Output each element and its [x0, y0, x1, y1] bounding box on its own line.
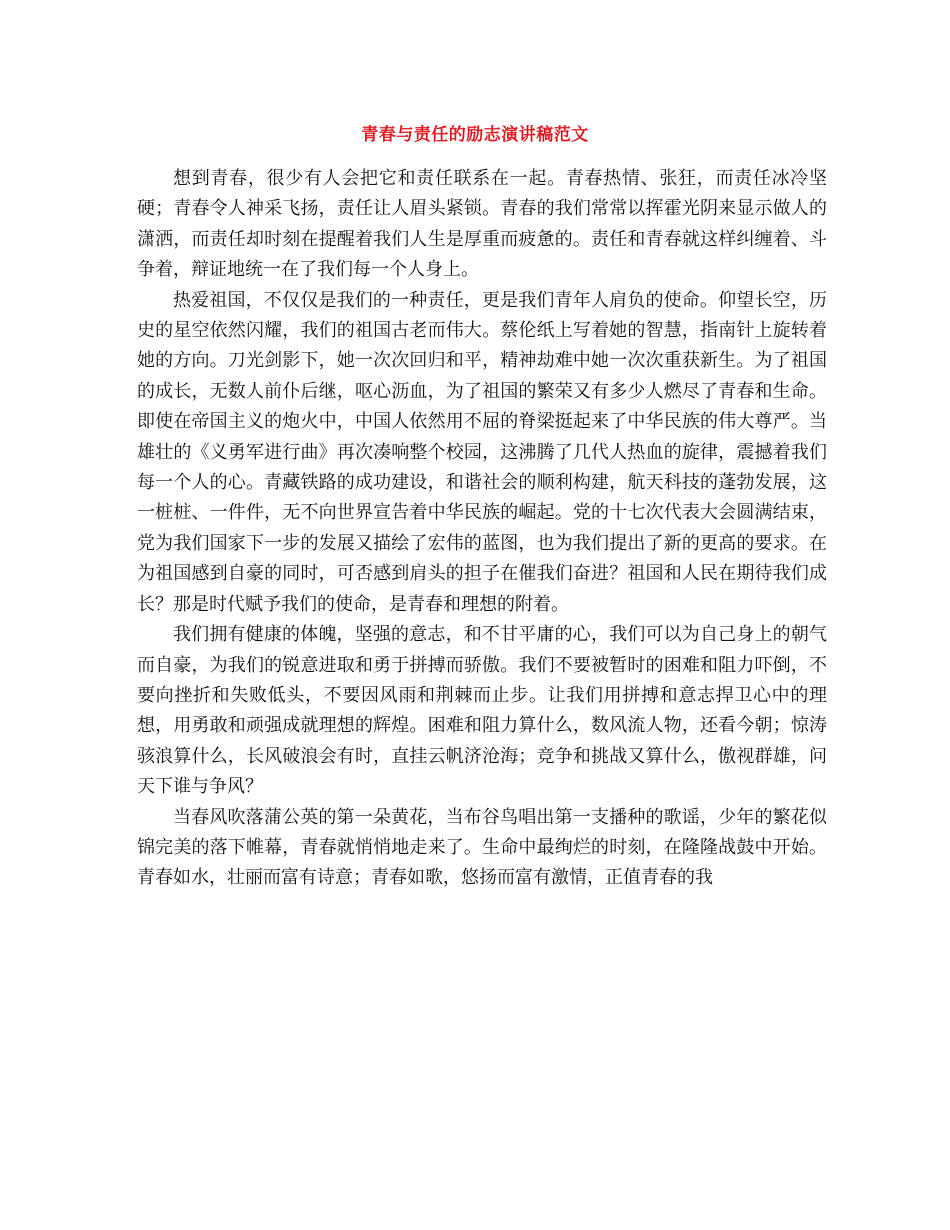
document-title: 青春与责任的励志演讲稿范文 [361, 125, 589, 145]
paragraph-2: 热爱祖国，不仅仅是我们的一种责任，更是我们青年人肩负的使命。仰望长空，历史的星空依然闪耀，我们的祖国古老而伟大。蔡伦纸上写着她的智慧，指南针上旋转着她的方向。刀光剑影下，她一次次回归和平，精神劫难中她一次次重获新生。为了祖国的成长，无数人前仆后继，呕心沥血，为了祖国的繁荣又有多少人燃尽了青春和生命。即使在帝国主义的炮火中，中国人依然用不屈的脊梁挺起来了中华民族的伟大尊严。当雄壮的《义勇军进行曲》再次凑响整个校园，这沸腾了几代人热血的旋律，震撼着我们每一个人的心。青藏铁路的成功建设，和谐社会的顺利构建，航天科技的蓬勃发展，这一桩桩、一件件，无不向世界宣告着中华民族的崛起。党的十七次代表大会圆满结束，党为我们国家下一步的发展又描绘了宏伟的蓝图，也为我们提出了新的更高的要求。在为祖国感到自豪的同时，可否感到肩头的担子在催我们奋进？祖国和人民在期待我们成长？那是时代赋予我们的使命，是青春和理想的附着。 [137, 289, 827, 615]
paragraph-4: 当春风吹落蒲公英的第一朵黄花，当布谷鸟唱出第一支播种的歌谣，少年的繁花似锦完美的落下帷幕，青春就悄悄地走来了。生命中最绚烂的时刻，在隆隆战鼓中开始。青春如水，壮丽而富有诗意；青春如歌，悠扬而富有激情，正值青春的我 [137, 806, 827, 889]
paragraph-1: 想到青春，很少有人会把它和责任联系在一起。青春热情、张狂，而责任冰冷坚硬；青春令人神采飞扬，责任让人眉头紧锁。青春的我们常常以挥霍光阴来显示做人的潇洒，而责任却时刻在提醒着我们人生是厚重而疲惫的。责任和青春就这样纠缠着、斗争着，辩证地统一在了我们每一个人身上。 [137, 168, 827, 281]
document-body [137, 164, 827, 894]
paragraph-3: 我们拥有健康的体魄，坚强的意志，和不甘平庸的心，我们可以为自己身上的朝气而自豪，为我们的锐意进取和勇于拼搏而骄傲。我们不要被暂时的困难和阻力吓倒，不要向挫折和失败低头，不要因风雨和荆棘而止步。让我们用拼搏和意志捍卫心中的理想，用勇敢和顽强成就理想的辉煌。困难和阻力算什么，数风流人物，还看今朝；惊涛骇浪算什么，长风破浪会有时，直挂云帆济沧海；竞争和挑战又算什么，傲视群雄，问天下谁与争风？ [137, 624, 827, 798]
